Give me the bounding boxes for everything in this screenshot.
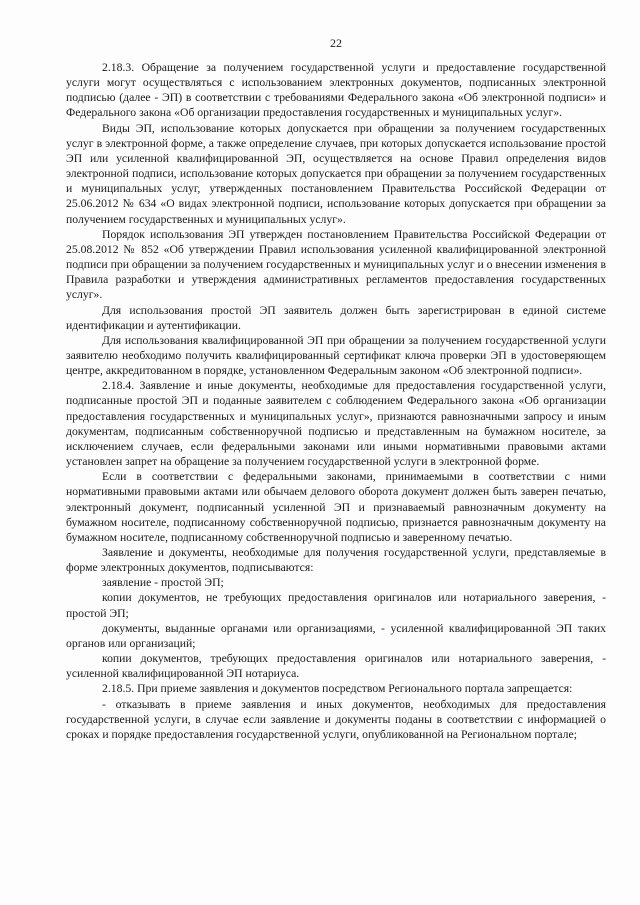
list-item: копии документов, требующих предоставления оригиналов или нотариального заверения, - усиленной квалифицированной ЭП нотариуса. [66, 652, 606, 681]
page-number: 22 [330, 36, 342, 50]
list-item: копии документов, не требующих предоставления оригиналов или нотариального заверения, - простой ЭП; [66, 591, 606, 620]
paragraph: 2.18.4. Заявление и иные документы, необходимые для предоставления государственной услуги, подписанные простой ЭП и поданные заявителем с соблюдением Федерального закона «Об организации предоставления государственных и муниципальных услуг», признаются равнозначными запросу и иным документам, подписанным собственноручной подписью и представленным на бумажном носителе, за исключением случаев, если федеральными законами или иными нормативными правовыми актами установлен запрет на обращение за получением государственной услуги в электронной форме. [66, 379, 606, 469]
paragraph: Порядок использования ЭП утвержден постановлением Правительства Российской Федерации от 25.08.2012 № 852 «Об утверждении Правил использования усиленной квалифицированной электронной подписи при обращении за получением государственных и муниципальных услуг и о внесении изменения в Правила разработки и утверждения административных регламентов предоставления государственных услуг». [66, 227, 606, 302]
paragraph: Для использования квалифицированной ЭП при обращении за получением государственной услуги заявителю необходимо получить квалифицированный сертификат ключа проверки ЭП в удостоверяющем центре, аккредитованном в порядке, установленном Федеральным законом «Об электронной подписи». [66, 333, 606, 378]
list-item: документы, выданные органами или организациями, - усиленной квалифицированной ЭП таких органов или организаций; [66, 621, 606, 650]
paragraph: 2.18.5. При приеме заявления и документов посредством Регионального портала запрещается: [102, 682, 573, 696]
paragraph: 2.18.3. Обращение за получением государственной услуги и предоставление государственной услуги могут осуществляться с использованием электронных документов, подписанных электронной подписью (далее - ЭП) в соответствии с требованиями Федерального закона «Об электронной подписи» и Федерального закона «Об организации предоставления государственных и муниципальных услуг». [66, 61, 606, 120]
list-item: - отказывать в приеме заявления и иных документов, необходимых для предоставления государственной услуги, в случае если заявление и документы поданы в соответствии с информацией о сроках и порядке предоставления государственной услуги, опубликованной на Региональном портале; [66, 697, 606, 741]
list-item: заявление - простой ЭП; [102, 576, 224, 590]
paragraph: Заявление и документы, необходимые для получения государственной услуги, представляемые в форме электронных документов, подписываются: [66, 546, 606, 575]
paragraph: Если в соответствии с федеральными законами, принимаемыми в соответствии с ними нормативными правовыми актами или обычаем делового оборота документ должен быть заверен печатью, электронный документ, подписанный усиленной ЭП и признаваемый равнозначным документу на бумажном носителе, подписанному собственноручной подписью, признается равнозначным документу на бумажном носителе, подписанному собственноручной подписью и заверенному печатью. [66, 470, 606, 544]
paragraph: Для использования простой ЭП заявитель должен быть зарегистрирован в единой системе идентификации и аутентификации. [66, 303, 606, 332]
paragraph: Виды ЭП, использование которых допускается при обращении за получением государственных услуг в электронной форме, а также определение случаев, при которых допускается использование простой ЭП или усиленной квалифицированной ЭП, осуществляется на основе Правил определения видов электронной подписи, использование которых допускается при обращении за получением государственных и муниципальных услуг, утвержденных постановлением Правительства Российской Федерации от 25.06.2012 № 634 «О видах электронной подписи, использование которых допускается при обращении за получением государственных и муниципальных услуг». [66, 121, 606, 226]
document-body [66, 60, 606, 742]
